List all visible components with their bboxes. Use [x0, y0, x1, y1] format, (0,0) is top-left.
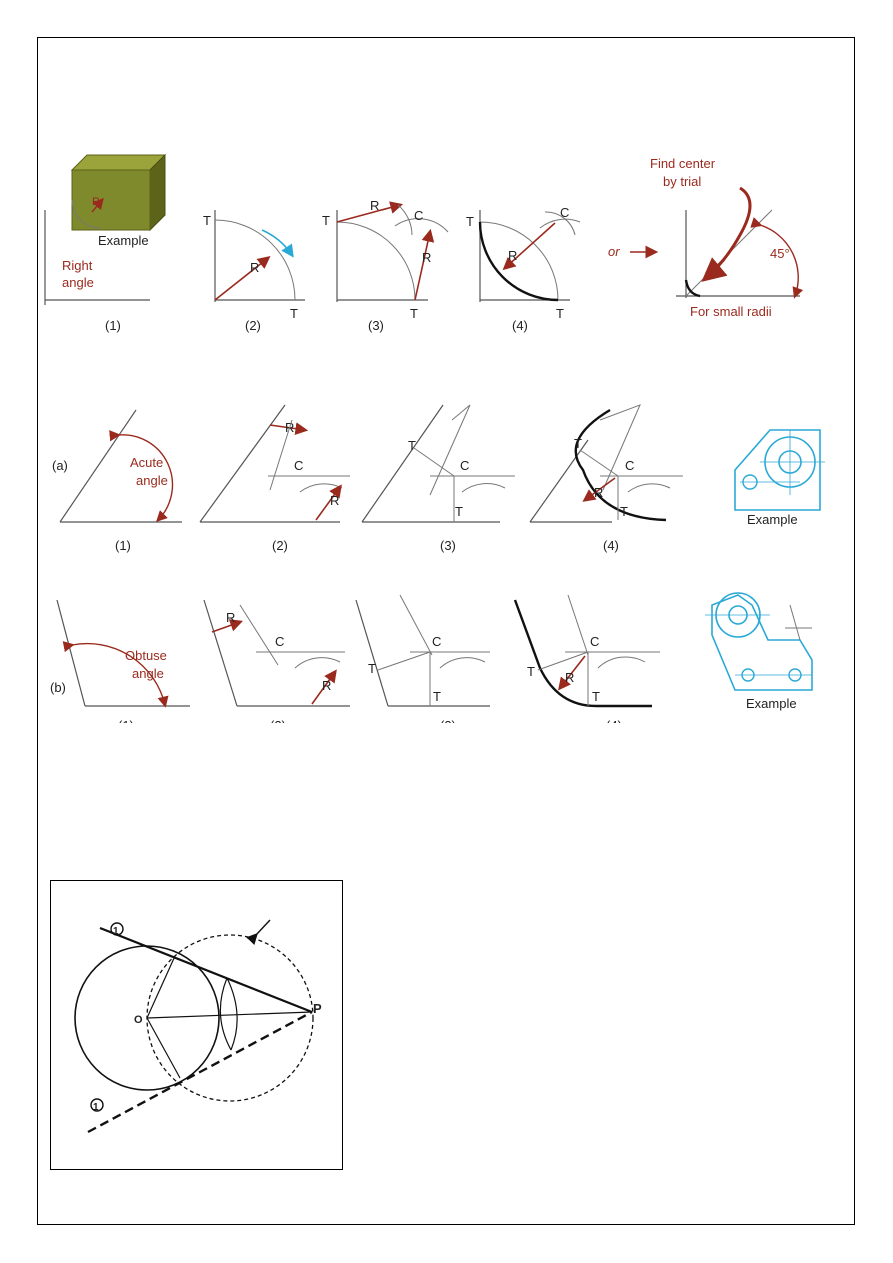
right-angle-step-3: [322, 198, 448, 333]
svg-text:angle: angle: [132, 666, 164, 681]
trial-arrow: [706, 188, 750, 278]
svg-text:T: T: [290, 306, 298, 321]
svg-text:R: R: [250, 260, 260, 275]
right-angle-step-4: [466, 205, 580, 333]
svg-text:T: T: [433, 689, 441, 704]
svg-text:T: T: [455, 504, 463, 519]
svg-text:R: R: [594, 485, 604, 500]
small-radii-label: For small radii: [690, 304, 772, 319]
line-label-lower: 1: [93, 1102, 99, 1113]
svg-text:angle: angle: [136, 473, 168, 488]
example-block-image: [72, 155, 165, 230]
svg-text:T: T: [620, 504, 628, 519]
svg-text:C: C: [460, 458, 470, 473]
direction-arrow: [262, 230, 292, 255]
trial-label-2: by trial: [663, 174, 702, 189]
svg-text:R: R: [508, 248, 518, 263]
svg-text:R: R: [322, 678, 332, 693]
r-label: R: [285, 420, 295, 435]
step-label: (3): [368, 318, 384, 333]
svg-text:T: T: [322, 213, 330, 228]
right-angle-step-1: [45, 155, 165, 333]
degrees-label: 45°: [770, 246, 790, 261]
obtuse-step-2: [204, 600, 350, 733]
obtuse-row-label: (b): [50, 680, 66, 695]
svg-text:Obtuse: Obtuse: [125, 648, 167, 663]
svg-text:T: T: [574, 436, 582, 451]
tangent-figure-frame: [50, 880, 343, 1170]
right-angle-label-1: Right: [62, 258, 93, 273]
center-label: O: [134, 1014, 143, 1026]
step-label: (4): [603, 538, 619, 553]
block-r-label: R: [92, 196, 100, 208]
fillet-arc: [480, 222, 558, 300]
svg-text:T: T: [368, 661, 376, 676]
svg-text:T: T: [203, 213, 211, 228]
svg-text:R: R: [370, 198, 380, 213]
obtuse-step-3: [356, 595, 490, 733]
svg-text:C: C: [560, 205, 570, 220]
svg-text:T: T: [408, 438, 416, 453]
step-label: (2): [272, 538, 288, 553]
step-label: (3): [440, 538, 456, 553]
acute-example: [735, 430, 825, 527]
svg-text:T: T: [410, 306, 418, 321]
obtuse-step-1: [57, 600, 190, 733]
trial-label-1: Find center: [650, 156, 716, 171]
line-label-upper: 1: [113, 926, 119, 937]
small-radii-figure: [650, 156, 800, 319]
or-label: or: [608, 244, 620, 259]
svg-text:Acute: Acute: [130, 455, 164, 470]
step-label: (4): [512, 318, 528, 333]
svg-text:C: C: [294, 458, 304, 473]
right-angle-label-2: angle: [62, 275, 94, 290]
svg-text:R: R: [330, 493, 340, 508]
point-label: P: [313, 1001, 322, 1016]
svg-text:T: T: [527, 664, 535, 679]
step-label: (1): [105, 318, 121, 333]
svg-text:C: C: [590, 634, 600, 649]
obtuse-step-4: [515, 595, 660, 733]
acute-step-2: [200, 405, 350, 553]
svg-text:C: C: [275, 634, 285, 649]
acute-example-label: Example: [747, 512, 798, 527]
acute-step-4: [530, 405, 683, 553]
example-label: Example: [98, 233, 149, 248]
svg-text:T: T: [592, 689, 600, 704]
acute-row-label: (a): [52, 458, 68, 473]
svg-text:R: R: [422, 250, 432, 265]
svg-text:T: T: [466, 214, 474, 229]
svg-text:C: C: [432, 634, 442, 649]
acute-step-3: [362, 405, 515, 553]
right-angle-step-2: [203, 210, 305, 333]
svg-text:T: T: [556, 306, 564, 321]
svg-text:C: C: [625, 458, 635, 473]
obtuse-example-label: Example: [746, 696, 797, 711]
obtuse-example: [705, 593, 812, 711]
cropped-edge: [40, 723, 740, 743]
step-label: (1): [115, 538, 131, 553]
fillet-curve: [515, 600, 652, 706]
svg-text:C: C: [414, 208, 424, 223]
step-label: (2): [245, 318, 261, 333]
acute-step-1: [60, 410, 182, 553]
svg-text:R: R: [565, 670, 575, 685]
svg-text:R: R: [226, 610, 236, 625]
